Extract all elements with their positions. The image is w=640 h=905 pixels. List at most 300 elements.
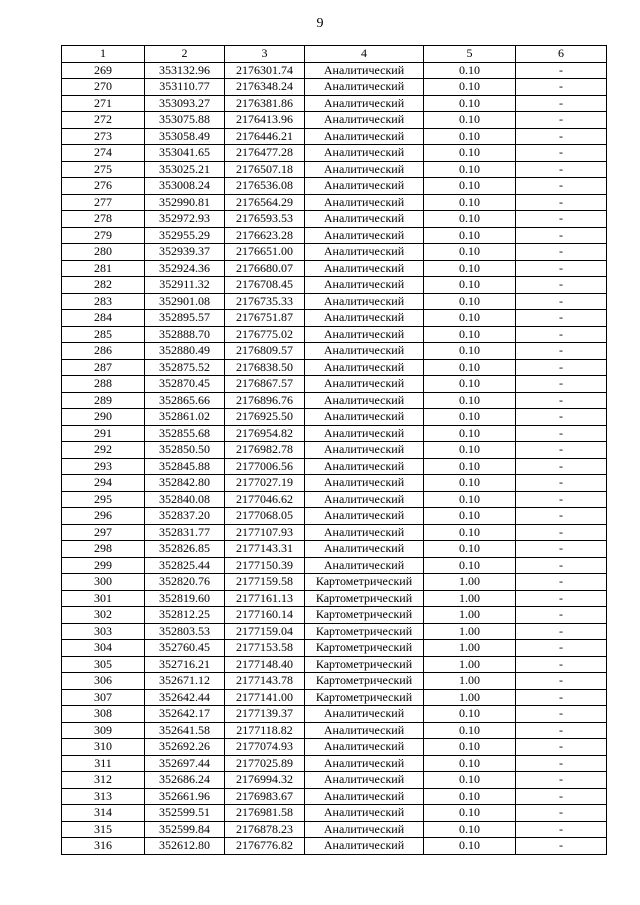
table-cell-col-5: 0.10 bbox=[424, 211, 516, 228]
table-cell-col-6: - bbox=[516, 640, 607, 657]
table-cell-col-5: 0.10 bbox=[424, 772, 516, 789]
table-cell-col-1: 287 bbox=[62, 359, 145, 376]
table-cell-col-5: 0.10 bbox=[424, 425, 516, 442]
table-cell-col-1: 311 bbox=[62, 755, 145, 772]
table-cell-col-1: 313 bbox=[62, 788, 145, 805]
table-cell-col-1: 307 bbox=[62, 689, 145, 706]
table-cell-col-3: 2176751.87 bbox=[225, 310, 305, 327]
table-cell-col-4: Аналитический bbox=[305, 392, 424, 409]
table-cell-col-2: 352924.36 bbox=[145, 260, 225, 277]
table-cell-col-3: 2176981.58 bbox=[225, 805, 305, 822]
table-cell-col-5: 0.10 bbox=[424, 326, 516, 343]
table-cell-col-4: Аналитический bbox=[305, 161, 424, 178]
table-cell-col-4: Картометрический bbox=[305, 590, 424, 607]
table-cell-col-6: - bbox=[516, 277, 607, 294]
table-cell-col-6: - bbox=[516, 541, 607, 558]
table-cell-col-6: - bbox=[516, 772, 607, 789]
table-cell-col-4: Аналитический bbox=[305, 475, 424, 492]
table-cell-col-4: Аналитический bbox=[305, 541, 424, 558]
table-cell-col-1: 312 bbox=[62, 772, 145, 789]
table-row bbox=[62, 442, 607, 459]
table-cell-col-5: 1.00 bbox=[424, 590, 516, 607]
table-cell-col-4: Аналитический bbox=[305, 293, 424, 310]
table-cell-col-2: 352861.02 bbox=[145, 409, 225, 426]
table-cell-col-1: 269 bbox=[62, 62, 145, 79]
table-cell-col-4: Аналитический bbox=[305, 838, 424, 855]
table-cell-col-1: 303 bbox=[62, 623, 145, 640]
table-cell-col-1: 309 bbox=[62, 722, 145, 739]
table-cell-col-4: Аналитический bbox=[305, 62, 424, 79]
table-cell-col-1: 293 bbox=[62, 458, 145, 475]
table-cell-col-1: 291 bbox=[62, 425, 145, 442]
table-cell-col-1: 288 bbox=[62, 376, 145, 393]
table-cell-col-1: 277 bbox=[62, 194, 145, 211]
table-cell-col-5: 0.10 bbox=[424, 293, 516, 310]
table-cell-col-2: 352837.20 bbox=[145, 508, 225, 525]
table-cell-col-5: 0.10 bbox=[424, 755, 516, 772]
table-row bbox=[62, 623, 607, 640]
table-cell-col-6: - bbox=[516, 656, 607, 673]
table-cell-col-6: - bbox=[516, 112, 607, 129]
table-cell-col-4: Картометрический bbox=[305, 673, 424, 690]
table-cell-col-4: Аналитический bbox=[305, 277, 424, 294]
table-cell-col-1: 289 bbox=[62, 392, 145, 409]
column-header-2: 2 bbox=[145, 46, 225, 63]
table-cell-col-1: 285 bbox=[62, 326, 145, 343]
table-cell-col-6: - bbox=[516, 458, 607, 475]
table-cell-col-1: 308 bbox=[62, 706, 145, 723]
table-row bbox=[62, 772, 607, 789]
table-cell-col-3: 2176651.00 bbox=[225, 244, 305, 261]
table-cell-col-4: Аналитический bbox=[305, 178, 424, 195]
table-cell-col-1: 297 bbox=[62, 524, 145, 541]
table-cell-col-2: 352842.80 bbox=[145, 475, 225, 492]
table-cell-col-4: Картометрический bbox=[305, 607, 424, 624]
table-cell-col-6: - bbox=[516, 788, 607, 805]
table-cell-col-1: 279 bbox=[62, 227, 145, 244]
table-cell-col-2: 352819.60 bbox=[145, 590, 225, 607]
table-cell-col-5: 0.10 bbox=[424, 788, 516, 805]
table-cell-col-1: 316 bbox=[62, 838, 145, 855]
column-header-6: 6 bbox=[516, 46, 607, 63]
table-cell-col-1: 292 bbox=[62, 442, 145, 459]
table-row bbox=[62, 194, 607, 211]
table-cell-col-3: 2176301.74 bbox=[225, 62, 305, 79]
table-cell-col-3: 2177148.40 bbox=[225, 656, 305, 673]
table-cell-col-1: 275 bbox=[62, 161, 145, 178]
table-cell-col-4: Аналитический bbox=[305, 145, 424, 162]
table-body bbox=[62, 62, 607, 854]
table-row bbox=[62, 656, 607, 673]
table-cell-col-4: Аналитический bbox=[305, 227, 424, 244]
table-cell-col-4: Аналитический bbox=[305, 194, 424, 211]
table-row bbox=[62, 95, 607, 112]
table-cell-col-5: 1.00 bbox=[424, 640, 516, 657]
table-cell-col-3: 2177160.14 bbox=[225, 607, 305, 624]
table-cell-col-5: 1.00 bbox=[424, 656, 516, 673]
table-row bbox=[62, 392, 607, 409]
table-row bbox=[62, 293, 607, 310]
table-cell-col-6: - bbox=[516, 392, 607, 409]
table-cell-col-3: 2177074.93 bbox=[225, 739, 305, 756]
table-cell-col-6: - bbox=[516, 524, 607, 541]
table-cell-col-6: - bbox=[516, 95, 607, 112]
table-cell-col-5: 1.00 bbox=[424, 623, 516, 640]
table-cell-col-5: 1.00 bbox=[424, 673, 516, 690]
table-cell-col-6: - bbox=[516, 178, 607, 195]
table-row bbox=[62, 79, 607, 96]
table-cell-col-3: 2176507.18 bbox=[225, 161, 305, 178]
table-cell-col-3: 2177068.05 bbox=[225, 508, 305, 525]
table-cell-col-2: 352939.37 bbox=[145, 244, 225, 261]
table-cell-col-3: 2176623.28 bbox=[225, 227, 305, 244]
table-cell-col-2: 353008.24 bbox=[145, 178, 225, 195]
table-cell-col-1: 314 bbox=[62, 805, 145, 822]
table-cell-col-1: 315 bbox=[62, 821, 145, 838]
table-cell-col-3: 2177107.93 bbox=[225, 524, 305, 541]
table-cell-col-6: - bbox=[516, 145, 607, 162]
table-cell-col-1: 290 bbox=[62, 409, 145, 426]
table-cell-col-1: 298 bbox=[62, 541, 145, 558]
table-cell-col-3: 2176809.57 bbox=[225, 343, 305, 360]
table-cell-col-6: - bbox=[516, 62, 607, 79]
table-cell-col-5: 0.10 bbox=[424, 508, 516, 525]
table-cell-col-2: 352599.84 bbox=[145, 821, 225, 838]
table-cell-col-2: 352686.24 bbox=[145, 772, 225, 789]
table-cell-col-4: Аналитический bbox=[305, 739, 424, 756]
table-cell-col-1: 270 bbox=[62, 79, 145, 96]
table-cell-col-3: 2176878.23 bbox=[225, 821, 305, 838]
table-row bbox=[62, 112, 607, 129]
table-cell-col-2: 352990.81 bbox=[145, 194, 225, 211]
table-cell-col-3: 2176536.08 bbox=[225, 178, 305, 195]
table-cell-col-1: 295 bbox=[62, 491, 145, 508]
table-cell-col-6: - bbox=[516, 706, 607, 723]
table-cell-col-3: 2177153.58 bbox=[225, 640, 305, 657]
table-cell-col-2: 353025.21 bbox=[145, 161, 225, 178]
table-cell-col-4: Аналитический bbox=[305, 244, 424, 261]
table-cell-col-4: Аналитический bbox=[305, 524, 424, 541]
table-cell-col-2: 352955.29 bbox=[145, 227, 225, 244]
table-cell-col-1: 272 bbox=[62, 112, 145, 129]
table-cell-col-3: 2176954.82 bbox=[225, 425, 305, 442]
table-cell-col-2: 352855.68 bbox=[145, 425, 225, 442]
table-cell-col-1: 282 bbox=[62, 277, 145, 294]
table-cell-col-2: 352671.12 bbox=[145, 673, 225, 690]
coordinates-table bbox=[61, 45, 607, 855]
table-cell-col-2: 353110.77 bbox=[145, 79, 225, 96]
table-cell-col-2: 352642.17 bbox=[145, 706, 225, 723]
table-row bbox=[62, 326, 607, 343]
table-cell-col-5: 0.10 bbox=[424, 739, 516, 756]
table-row bbox=[62, 145, 607, 162]
table-cell-col-1: 284 bbox=[62, 310, 145, 327]
table-cell-col-4: Аналитический bbox=[305, 491, 424, 508]
table-cell-col-3: 2176896.76 bbox=[225, 392, 305, 409]
table-row bbox=[62, 755, 607, 772]
table-cell-col-4: Аналитический bbox=[305, 508, 424, 525]
table-cell-col-4: Аналитический bbox=[305, 376, 424, 393]
table-cell-col-2: 352880.49 bbox=[145, 343, 225, 360]
table-cell-col-5: 0.10 bbox=[424, 458, 516, 475]
table-row bbox=[62, 838, 607, 855]
table-row bbox=[62, 409, 607, 426]
table-cell-col-4: Аналитический bbox=[305, 425, 424, 442]
table-cell-col-1: 271 bbox=[62, 95, 145, 112]
table-cell-col-4: Аналитический bbox=[305, 442, 424, 459]
table-cell-col-3: 2176477.28 bbox=[225, 145, 305, 162]
table-cell-col-4: Аналитический bbox=[305, 821, 424, 838]
table-cell-col-6: - bbox=[516, 805, 607, 822]
table-cell-col-6: - bbox=[516, 574, 607, 591]
table-row bbox=[62, 689, 607, 706]
table-cell-col-5: 1.00 bbox=[424, 689, 516, 706]
table-cell-col-1: 304 bbox=[62, 640, 145, 657]
table-cell-col-1: 286 bbox=[62, 343, 145, 360]
table-cell-col-5: 0.10 bbox=[424, 392, 516, 409]
column-header-1: 1 bbox=[62, 46, 145, 63]
table-cell-col-4: Картометрический bbox=[305, 689, 424, 706]
table-cell-col-2: 353132.96 bbox=[145, 62, 225, 79]
table-cell-col-3: 2176867.57 bbox=[225, 376, 305, 393]
table-cell-col-2: 352716.21 bbox=[145, 656, 225, 673]
table-row bbox=[62, 244, 607, 261]
table-cell-col-4: Картометрический bbox=[305, 656, 424, 673]
table-cell-col-2: 352612.80 bbox=[145, 838, 225, 855]
table-cell-col-6: - bbox=[516, 227, 607, 244]
table-cell-col-3: 2176446.21 bbox=[225, 128, 305, 145]
table-row bbox=[62, 359, 607, 376]
table-row bbox=[62, 161, 607, 178]
table-cell-col-6: - bbox=[516, 409, 607, 426]
table-cell-col-2: 352831.77 bbox=[145, 524, 225, 541]
table-cell-col-6: - bbox=[516, 326, 607, 343]
table-cell-col-1: 301 bbox=[62, 590, 145, 607]
table-cell-col-6: - bbox=[516, 755, 607, 772]
table-cell-col-1: 273 bbox=[62, 128, 145, 145]
table-cell-col-4: Аналитический bbox=[305, 79, 424, 96]
table-cell-col-3: 2176381.86 bbox=[225, 95, 305, 112]
table-row bbox=[62, 310, 607, 327]
table-cell-col-1: 299 bbox=[62, 557, 145, 574]
table-row bbox=[62, 508, 607, 525]
table-cell-col-3: 2176564.29 bbox=[225, 194, 305, 211]
table-cell-col-3: 2177139.37 bbox=[225, 706, 305, 723]
table-cell-col-4: Аналитический bbox=[305, 706, 424, 723]
table-cell-col-3: 2176982.78 bbox=[225, 442, 305, 459]
table-cell-col-5: 0.10 bbox=[424, 491, 516, 508]
table-cell-col-2: 352895.57 bbox=[145, 310, 225, 327]
table-cell-col-4: Аналитический bbox=[305, 343, 424, 360]
table-cell-col-1: 306 bbox=[62, 673, 145, 690]
table-row bbox=[62, 260, 607, 277]
table-cell-col-2: 352642.44 bbox=[145, 689, 225, 706]
table-row bbox=[62, 458, 607, 475]
table-cell-col-4: Аналитический bbox=[305, 458, 424, 475]
table-cell-col-6: - bbox=[516, 673, 607, 690]
table-cell-col-1: 281 bbox=[62, 260, 145, 277]
table-cell-col-2: 353093.27 bbox=[145, 95, 225, 112]
table-cell-col-6: - bbox=[516, 161, 607, 178]
table-cell-col-4: Аналитический bbox=[305, 359, 424, 376]
table-row bbox=[62, 211, 607, 228]
table-cell-col-2: 352845.88 bbox=[145, 458, 225, 475]
table-cell-col-3: 2177025.89 bbox=[225, 755, 305, 772]
table-cell-col-2: 352825.44 bbox=[145, 557, 225, 574]
table-cell-col-6: - bbox=[516, 623, 607, 640]
table-cell-col-6: - bbox=[516, 343, 607, 360]
table-cell-col-5: 0.10 bbox=[424, 244, 516, 261]
table-cell-col-2: 352803.53 bbox=[145, 623, 225, 640]
table-cell-col-2: 352911.32 bbox=[145, 277, 225, 294]
table-cell-col-3: 2176925.50 bbox=[225, 409, 305, 426]
table-cell-col-3: 2177143.78 bbox=[225, 673, 305, 690]
table-row bbox=[62, 640, 607, 657]
table-cell-col-6: - bbox=[516, 590, 607, 607]
table-cell-col-6: - bbox=[516, 425, 607, 442]
table-row bbox=[62, 178, 607, 195]
table-cell-col-6: - bbox=[516, 293, 607, 310]
table-cell-col-5: 0.10 bbox=[424, 805, 516, 822]
table-cell-col-4: Аналитический bbox=[305, 805, 424, 822]
table-row bbox=[62, 475, 607, 492]
table-cell-col-2: 352972.93 bbox=[145, 211, 225, 228]
table-cell-col-5: 0.10 bbox=[424, 838, 516, 855]
table-cell-col-5: 0.10 bbox=[424, 524, 516, 541]
table-cell-col-5: 0.10 bbox=[424, 442, 516, 459]
table-cell-col-4: Аналитический bbox=[305, 788, 424, 805]
table-cell-col-4: Картометрический bbox=[305, 623, 424, 640]
table-row bbox=[62, 541, 607, 558]
table-cell-col-3: 2176680.07 bbox=[225, 260, 305, 277]
table-cell-col-3: 2177006.56 bbox=[225, 458, 305, 475]
table-cell-col-6: - bbox=[516, 376, 607, 393]
table-cell-col-3: 2177141.00 bbox=[225, 689, 305, 706]
table-cell-col-4: Аналитический bbox=[305, 128, 424, 145]
table-cell-col-6: - bbox=[516, 722, 607, 739]
table-row bbox=[62, 128, 607, 145]
table-cell-col-1: 302 bbox=[62, 607, 145, 624]
table-cell-col-4: Аналитический bbox=[305, 772, 424, 789]
table-row bbox=[62, 805, 607, 822]
table-cell-col-2: 352865.66 bbox=[145, 392, 225, 409]
table-cell-col-2: 352875.52 bbox=[145, 359, 225, 376]
table-cell-col-5: 0.10 bbox=[424, 145, 516, 162]
table-cell-col-6: - bbox=[516, 475, 607, 492]
table-cell-col-4: Аналитический bbox=[305, 310, 424, 327]
table-cell-col-5: 0.10 bbox=[424, 722, 516, 739]
table-cell-col-3: 2177161.13 bbox=[225, 590, 305, 607]
table-cell-col-5: 0.10 bbox=[424, 541, 516, 558]
table-row bbox=[62, 491, 607, 508]
column-header-4: 4 bbox=[305, 46, 424, 63]
table-cell-col-2: 352850.50 bbox=[145, 442, 225, 459]
table-cell-col-5: 0.10 bbox=[424, 227, 516, 244]
table-row bbox=[62, 227, 607, 244]
table-cell-col-2: 353058.49 bbox=[145, 128, 225, 145]
table-cell-col-6: - bbox=[516, 128, 607, 145]
table-row bbox=[62, 425, 607, 442]
table-cell-col-5: 0.10 bbox=[424, 376, 516, 393]
table-cell-col-4: Аналитический bbox=[305, 326, 424, 343]
table-cell-col-1: 280 bbox=[62, 244, 145, 261]
table-cell-col-4: Аналитический bbox=[305, 409, 424, 426]
table-row bbox=[62, 590, 607, 607]
table-row bbox=[62, 607, 607, 624]
table-cell-col-1: 274 bbox=[62, 145, 145, 162]
table-cell-col-1: 300 bbox=[62, 574, 145, 591]
table-cell-col-3: 2176775.02 bbox=[225, 326, 305, 343]
table-cell-col-5: 1.00 bbox=[424, 574, 516, 591]
table-cell-col-5: 0.10 bbox=[424, 112, 516, 129]
table-cell-col-5: 0.10 bbox=[424, 343, 516, 360]
table-cell-col-3: 2176838.50 bbox=[225, 359, 305, 376]
table-cell-col-5: 0.10 bbox=[424, 409, 516, 426]
table-cell-col-5: 0.10 bbox=[424, 821, 516, 838]
table-cell-col-3: 2177159.58 bbox=[225, 574, 305, 591]
table-cell-col-6: - bbox=[516, 557, 607, 574]
table-cell-col-3: 2177143.31 bbox=[225, 541, 305, 558]
table-row bbox=[62, 821, 607, 838]
table-cell-col-3: 2176983.67 bbox=[225, 788, 305, 805]
table-cell-col-5: 0.10 bbox=[424, 260, 516, 277]
table-cell-col-4: Картометрический bbox=[305, 640, 424, 657]
table-cell-col-6: - bbox=[516, 442, 607, 459]
table-row bbox=[62, 739, 607, 756]
table-cell-col-3: 2176593.53 bbox=[225, 211, 305, 228]
header-row bbox=[62, 46, 607, 63]
table-cell-col-6: - bbox=[516, 491, 607, 508]
table-cell-col-5: 0.10 bbox=[424, 277, 516, 294]
table-cell-col-6: - bbox=[516, 508, 607, 525]
table-cell-col-5: 0.10 bbox=[424, 359, 516, 376]
table-cell-col-5: 0.10 bbox=[424, 475, 516, 492]
table-cell-col-2: 352812.25 bbox=[145, 607, 225, 624]
table-cell-col-5: 0.10 bbox=[424, 310, 516, 327]
table-cell-col-5: 0.10 bbox=[424, 62, 516, 79]
table-cell-col-2: 352697.44 bbox=[145, 755, 225, 772]
table-cell-col-6: - bbox=[516, 739, 607, 756]
table-cell-col-3: 2176708.45 bbox=[225, 277, 305, 294]
table-cell-col-6: - bbox=[516, 310, 607, 327]
table-row bbox=[62, 788, 607, 805]
table-cell-col-2: 352840.08 bbox=[145, 491, 225, 508]
table-cell-col-1: 294 bbox=[62, 475, 145, 492]
table-cell-col-6: - bbox=[516, 607, 607, 624]
table-cell-col-5: 0.10 bbox=[424, 128, 516, 145]
table-cell-col-2: 353041.65 bbox=[145, 145, 225, 162]
table-cell-col-3: 2176776.82 bbox=[225, 838, 305, 855]
table-cell-col-5: 0.10 bbox=[424, 557, 516, 574]
table-cell-col-2: 352661.96 bbox=[145, 788, 225, 805]
table-cell-col-4: Аналитический bbox=[305, 95, 424, 112]
table-cell-col-5: 0.10 bbox=[424, 161, 516, 178]
table-cell-col-6: - bbox=[516, 359, 607, 376]
table-cell-col-1: 296 bbox=[62, 508, 145, 525]
table-cell-col-4: Аналитический bbox=[305, 557, 424, 574]
table-cell-col-4: Картометрический bbox=[305, 574, 424, 591]
table-row bbox=[62, 557, 607, 574]
table-cell-col-4: Аналитический bbox=[305, 211, 424, 228]
table-cell-col-1: 278 bbox=[62, 211, 145, 228]
table-cell-col-6: - bbox=[516, 244, 607, 261]
table-cell-col-2: 352901.08 bbox=[145, 293, 225, 310]
table-cell-col-3: 2176413.96 bbox=[225, 112, 305, 129]
table-cell-col-1: 305 bbox=[62, 656, 145, 673]
table-row bbox=[62, 277, 607, 294]
table-cell-col-3: 2177027.19 bbox=[225, 475, 305, 492]
table-cell-col-3: 2177046.62 bbox=[225, 491, 305, 508]
